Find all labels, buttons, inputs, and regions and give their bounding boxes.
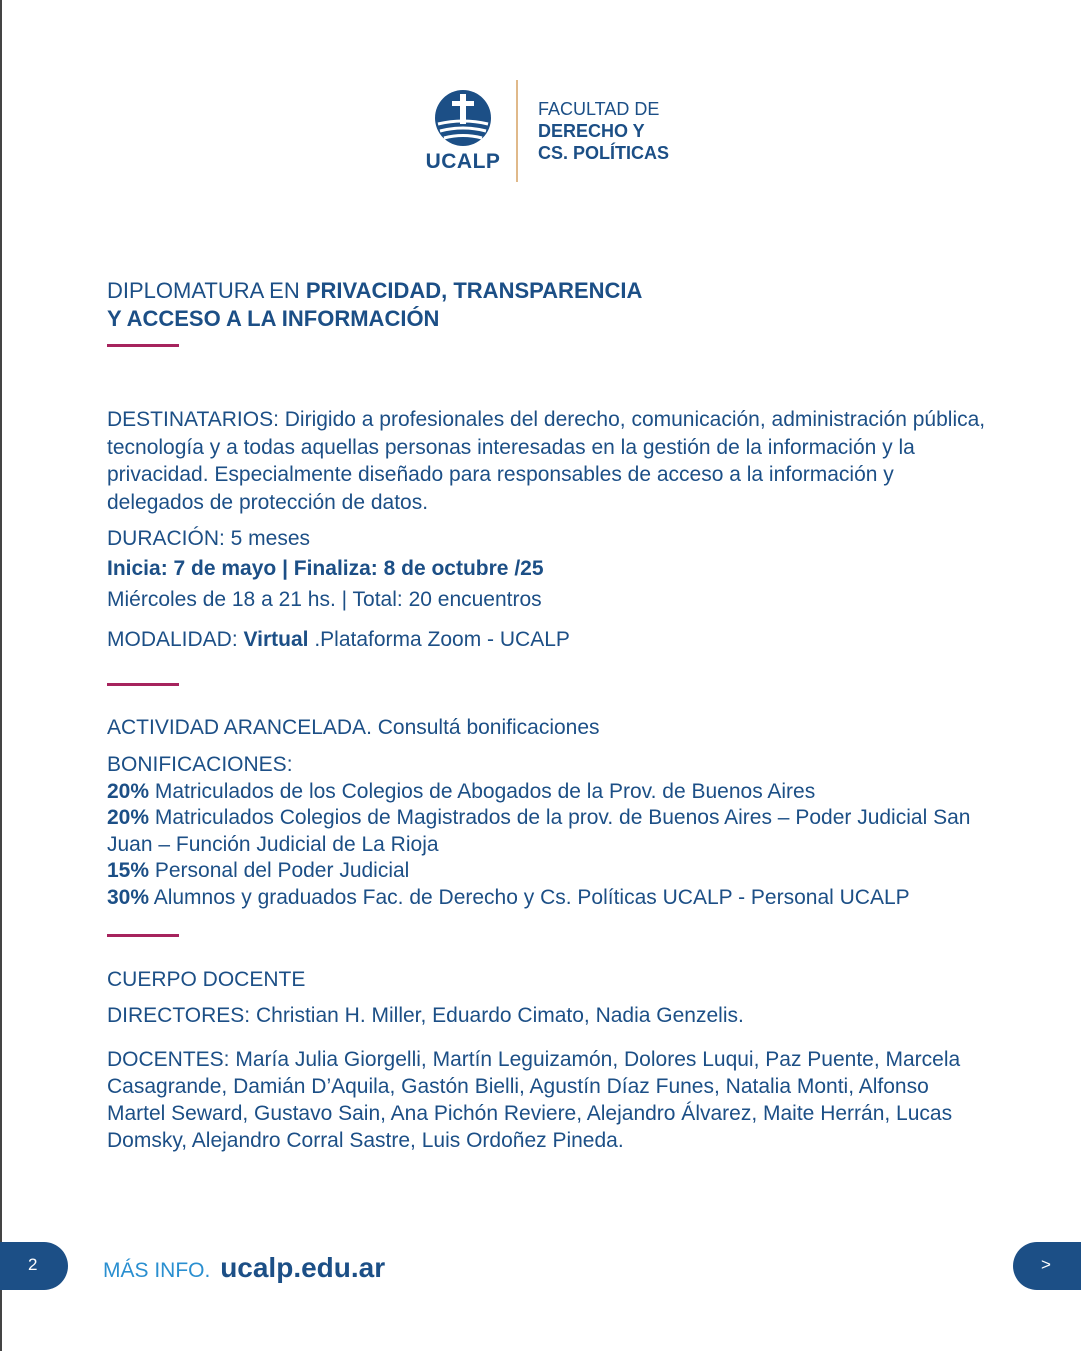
directores-text: DIRECTORES: Christian H. Miller, Eduardo Cimato, Nadia Genzelis.	[107, 1004, 744, 1027]
discount-percent: 15%	[107, 859, 150, 882]
modalidad-text	[107, 628, 570, 652]
page-title	[107, 277, 642, 333]
logo-divider	[516, 80, 518, 182]
title-bold-line-2: Y ACCESO A LA INFORMACIÓN	[107, 306, 440, 331]
list-item	[107, 779, 987, 806]
actividad-text: ACTIVIDAD ARANCELADA. Consultá bonificaciones	[107, 716, 600, 739]
title-prefix: DIPLOMATURA EN	[107, 278, 306, 303]
list-item	[107, 858, 987, 885]
list-item	[107, 885, 987, 912]
title-bold-line-1: PRIVACIDAD, TRANSPARENCIA	[305, 278, 643, 303]
schedule-text: Miércoles de 18 a 21 hs. | Total: 20 encuentros	[107, 588, 542, 611]
website-link[interactable]: ucalp.edu.ar	[220, 1252, 386, 1283]
discount-percent: 30%	[107, 885, 150, 909]
destinatarios-text: DESTINATARIOS: Dirigido a profesionales del derecho, comunicación, administración pública, tecnología y a todas aquellas personas interesadas en la gestión de la información y la privacidad. Especialmente diseñado para responsables de acceso a la información y delegados de protección de datos.	[107, 408, 986, 514]
logo-wordmark: UCALP	[425, 150, 501, 173]
accent-divider	[107, 934, 179, 937]
faculty-line-1: FACULTAD DE	[538, 99, 660, 119]
discount-text: Matriculados de los Colegios de Abogados de la Prov. de Buenos Aires	[149, 779, 816, 803]
accent-divider	[107, 344, 179, 347]
discount-text: Matriculados Colegios de Magistrados de la prov. de Buenos Aires – Poder Judicial San Juan – Función Judicial de La Rioja	[107, 806, 971, 856]
bonificaciones-list	[107, 752, 987, 911]
discount-text: Alumnos y graduados Fac. de Derecho y Cs. Políticas UCALP - Personal UCALP	[149, 885, 910, 909]
duracion-text: DURACIÓN: 5 meses	[107, 527, 311, 550]
cuerpo-docente-heading: CUERPO DOCENTE	[107, 968, 306, 991]
next-page-button[interactable]	[1013, 1242, 1081, 1290]
bonificaciones-label: BONIFICACIONES:	[107, 753, 293, 776]
dates-text: Inicia: 7 de mayo | Finaliza: 8 de octubre /25	[107, 557, 544, 580]
modalidad-bold: Virtual	[243, 628, 309, 651]
discount-percent: 20%	[107, 806, 150, 829]
discount-text: Personal del Poder Judicial	[149, 859, 410, 882]
page-edge	[0, 0, 2, 1351]
list-item	[107, 805, 987, 858]
more-info-label: MÁS INFO.	[103, 1259, 211, 1282]
faculty-name	[538, 98, 669, 164]
modalidad-label: MODALIDAD:	[107, 628, 244, 651]
docentes-text: DOCENTES: María Julia Giorgelli, Martín Leguizamón, Dolores Luqui, Paz Puente, Marcela Casagrande, Damián D’Aquila, Gastón Bielli, Agustín Díaz Funes, Natalia Monti, Alfonso Martel Seward, Gustavo Sain, Ana Pichón Reviere, Alejandro Álvarez, Maite Herrán, Lucas Domsky, Alejandro Corral Sastre, Luis Ordoñez Pineda.	[107, 1048, 961, 1152]
page-number: 2	[28, 1255, 38, 1274]
discount-percent: 20%	[107, 779, 150, 803]
faculty-line-2: DERECHO Y	[538, 121, 645, 141]
modalidad-rest: .Plataforma Zoom - UCALP	[308, 628, 570, 651]
more-info	[103, 1252, 385, 1284]
faculty-line-3: CS. POLÍTICAS	[538, 143, 670, 163]
accent-divider	[107, 683, 179, 686]
next-arrow-icon: >	[1041, 1255, 1051, 1274]
page-number-tab	[0, 1242, 68, 1290]
